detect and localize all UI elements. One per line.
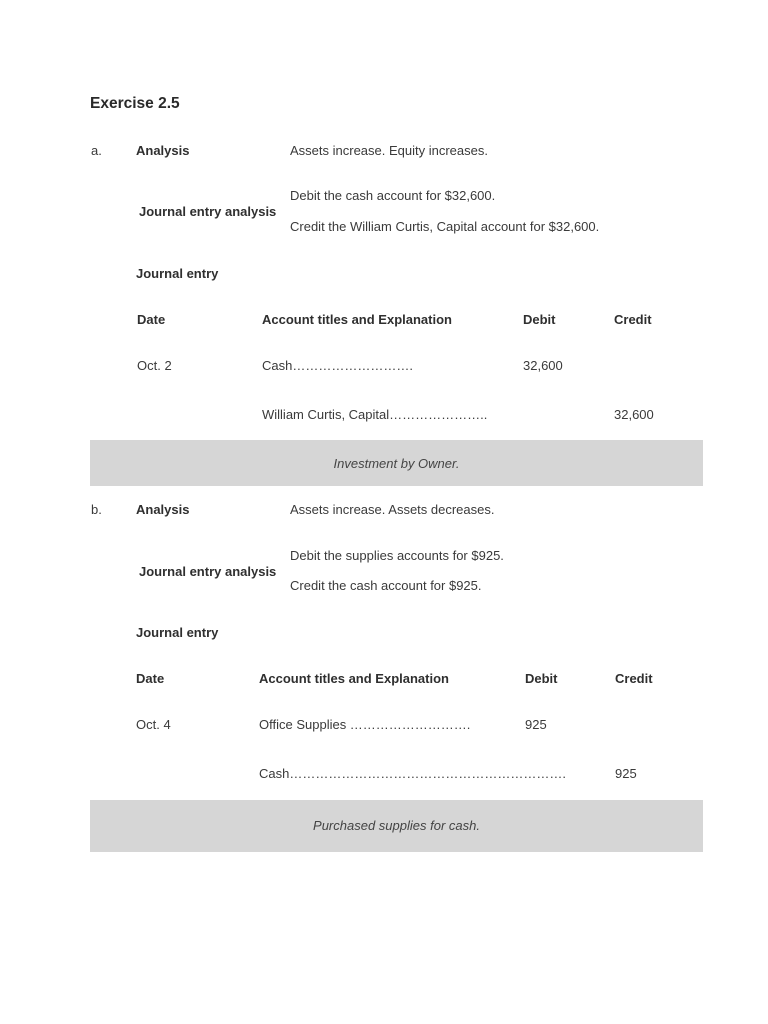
row-date: Oct. 4 bbox=[136, 717, 171, 732]
row-credit: 925 bbox=[615, 766, 637, 781]
section-letter: b. bbox=[91, 502, 102, 517]
journal-entry-label: Journal entry bbox=[136, 266, 219, 281]
journal-entry-analysis-debit: Debit the supplies accounts for $925. bbox=[290, 548, 504, 563]
analysis-text: Assets increase. Equity increases. bbox=[290, 143, 488, 158]
row-account: William Curtis, Capital………………….. bbox=[262, 407, 488, 422]
journal-entry-analysis-label: Journal entry analysis bbox=[139, 204, 277, 219]
section-letter: a. bbox=[91, 143, 102, 158]
header-debit: Debit bbox=[525, 671, 558, 686]
row-date: Oct. 2 bbox=[137, 358, 172, 373]
header-account: Account titles and Explanation bbox=[262, 312, 452, 327]
row-debit: 925 bbox=[525, 717, 547, 732]
row-account: Office Supplies ………………………. bbox=[259, 717, 471, 732]
analysis-text: Assets increase. Assets decreases. bbox=[290, 502, 495, 517]
journal-entry-analysis-label: Journal entry analysis bbox=[139, 564, 277, 579]
analysis-label: Analysis bbox=[136, 143, 190, 158]
explanation-bar bbox=[90, 800, 703, 852]
explanation-text: Investment by Owner. bbox=[333, 456, 460, 471]
header-account: Account titles and Explanation bbox=[259, 671, 449, 686]
journal-entry-analysis-debit: Debit the cash account for $32,600. bbox=[290, 188, 496, 203]
row-debit: 32,600 bbox=[523, 358, 563, 373]
header-credit: Credit bbox=[615, 671, 653, 686]
journal-entry-analysis-credit: Credit the cash account for $925. bbox=[290, 578, 482, 593]
header-debit: Debit bbox=[523, 312, 556, 327]
journal-entry-analysis-credit: Credit the William Curtis, Capital account for $32,600. bbox=[290, 219, 600, 234]
header-date: Date bbox=[137, 312, 166, 327]
explanation-bar bbox=[90, 440, 703, 486]
row-account: Cash………………………………………………………. bbox=[259, 766, 566, 781]
header-date: Date bbox=[136, 671, 165, 686]
row-credit: 32,600 bbox=[614, 407, 654, 422]
journal-entry-label: Journal entry bbox=[136, 625, 219, 640]
explanation-text: Purchased supplies for cash. bbox=[313, 818, 480, 833]
page-title: Exercise 2.5 bbox=[90, 95, 180, 112]
row-account: Cash………………………. bbox=[262, 358, 413, 373]
header-credit: Credit bbox=[614, 312, 652, 327]
analysis-label: Analysis bbox=[136, 502, 190, 517]
